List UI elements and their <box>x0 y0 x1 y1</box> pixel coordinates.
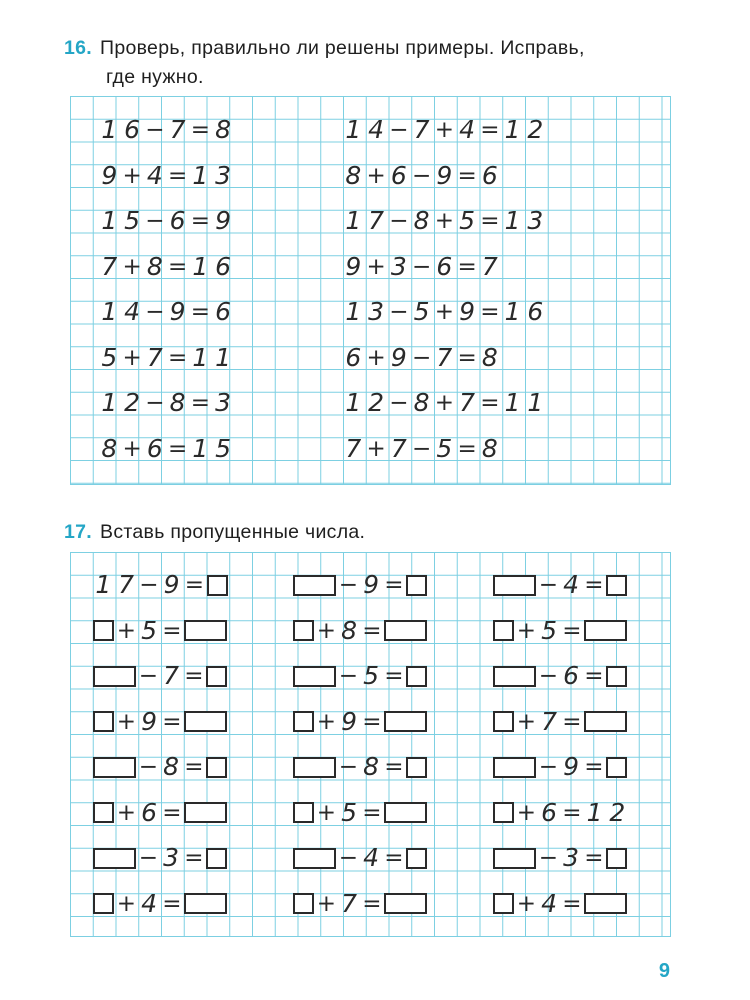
digit-char: 8 <box>481 342 498 372</box>
digit-char: 4 <box>124 297 141 326</box>
task-17-col-2-example-4 <box>292 706 428 738</box>
operator-char: = <box>584 572 604 598</box>
operator-char: = <box>457 344 477 371</box>
digit-char: 4 <box>459 115 476 144</box>
task-17-col-1-example-6 <box>92 797 228 829</box>
operator-char: = <box>457 162 477 189</box>
digit-char: 7 <box>163 661 180 690</box>
digit-char: 6 <box>146 433 163 463</box>
task-17-grid <box>70 552 671 937</box>
operator-char: = <box>562 708 582 735</box>
digit-char: 5 <box>459 206 476 235</box>
answer-box[interactable] <box>584 711 627 732</box>
digit-char: 7 <box>169 115 186 144</box>
task-16-right-example-5 <box>342 296 547 328</box>
task-17-col-2-example-1 <box>292 569 428 601</box>
digit-char: 1 <box>345 388 362 417</box>
answer-box[interactable] <box>584 620 627 641</box>
operator-char: − <box>145 299 165 325</box>
task-16-grid <box>70 96 671 485</box>
digit-char: 2 <box>609 797 626 827</box>
operator-char: = <box>480 117 500 143</box>
operator-char: − <box>538 845 559 871</box>
operator-char: = <box>167 435 188 462</box>
digit-char: 6 <box>124 115 141 144</box>
operator-char: + <box>122 435 142 462</box>
task-17-col-3-example-2 <box>492 615 628 647</box>
digit-char: 8 <box>341 615 358 645</box>
operator-char: − <box>411 435 432 462</box>
operator-char: + <box>434 299 455 325</box>
task-16-left-example-1 <box>98 114 235 146</box>
task-17-col-3-example-1 <box>492 569 628 601</box>
digit-char: 5 <box>141 615 158 645</box>
digit-char: 4 <box>541 888 558 918</box>
digit-char: 2 <box>527 115 544 144</box>
answer-box[interactable] <box>493 893 514 914</box>
digit-char: 5 <box>363 661 380 690</box>
operator-char: − <box>389 117 409 143</box>
digit-char: 9 <box>101 160 118 190</box>
operator-char: = <box>384 754 404 780</box>
task-16-right-example-8 <box>342 433 501 465</box>
digit-char: 6 <box>390 160 407 190</box>
digit-char: 1 <box>192 251 209 281</box>
task-17-col-1-example-8 <box>92 888 228 920</box>
operator-char: = <box>384 663 404 689</box>
digit-char: 9 <box>363 570 380 599</box>
digit-char: 8 <box>101 433 118 463</box>
task-17-col-1-example-4 <box>92 706 228 738</box>
digit-char: 9 <box>345 251 362 281</box>
task-16-line-1: Проверь, правильно ли решены примеры. Исправь, <box>100 37 585 59</box>
digit-char: 7 <box>481 251 498 281</box>
task-17-heading <box>64 518 365 546</box>
answer-box[interactable] <box>93 848 136 869</box>
digit-char: 5 <box>436 433 453 463</box>
task-17-col-2-example-2 <box>292 615 428 647</box>
operator-char: + <box>116 799 137 826</box>
digit-char: 4 <box>363 843 380 872</box>
operator-char: = <box>584 754 604 780</box>
answer-box[interactable] <box>493 757 536 778</box>
answer-box[interactable] <box>493 620 514 641</box>
task-17-col-1-example-2 <box>92 615 228 647</box>
operator-char: − <box>338 572 359 598</box>
operator-char: + <box>366 162 386 189</box>
answer-box[interactable] <box>293 893 314 914</box>
digit-char: 8 <box>163 752 180 781</box>
digit-char: 8 <box>363 752 380 781</box>
digit-char: 6 <box>215 297 232 326</box>
task-17-col-1-example-1 <box>92 569 229 601</box>
answer-box[interactable] <box>406 757 427 778</box>
operator-char: − <box>338 663 359 689</box>
answer-box[interactable] <box>293 802 314 823</box>
operator-char: = <box>384 845 404 871</box>
answer-box[interactable] <box>493 711 514 732</box>
operator-char: = <box>184 572 205 598</box>
operator-char: − <box>389 299 409 325</box>
operator-char: − <box>411 344 432 371</box>
operator-char: − <box>145 208 165 234</box>
operator-char: = <box>190 208 211 234</box>
digit-char: 1 <box>586 797 603 827</box>
digit-char: 1 <box>345 297 362 326</box>
digit-char: 7 <box>118 570 135 599</box>
digit-char: 5 <box>541 615 558 645</box>
answer-box[interactable] <box>93 666 136 687</box>
operator-char: − <box>538 754 559 780</box>
operator-char: = <box>384 572 404 598</box>
digit-char: 8 <box>169 388 186 417</box>
digit-char: 1 <box>215 342 232 372</box>
operator-char: + <box>516 890 537 917</box>
operator-char: = <box>480 299 500 325</box>
digit-char: 1 <box>504 388 521 417</box>
answer-box[interactable] <box>184 802 227 823</box>
answer-box[interactable] <box>493 848 536 869</box>
answer-box[interactable] <box>293 575 336 596</box>
digit-char: 1 <box>504 206 521 235</box>
answer-box[interactable] <box>184 893 227 914</box>
digit-char: 1 <box>504 297 521 326</box>
digit-char: 3 <box>215 388 232 417</box>
digit-char: 7 <box>413 115 430 144</box>
task-17-col-3-example-7 <box>492 842 628 874</box>
operator-char: = <box>184 754 204 780</box>
digit-char: 6 <box>563 661 580 690</box>
digit-char: 8 <box>345 160 362 190</box>
operator-char: = <box>162 708 182 735</box>
task-17-col-1-example-3 <box>92 660 228 692</box>
operator-char: + <box>516 799 537 826</box>
answer-box[interactable] <box>93 757 136 778</box>
operator-char: − <box>538 572 559 598</box>
digit-char: 7 <box>345 433 362 463</box>
answer-box[interactable] <box>93 711 114 732</box>
task-16-right-example-6 <box>342 342 501 374</box>
digit-char: 1 <box>101 115 118 144</box>
operator-char: = <box>480 208 500 234</box>
operator-char: + <box>122 344 142 371</box>
operator-char: = <box>457 253 477 280</box>
task-16-line-2: где нужно. <box>106 66 204 88</box>
digit-char: 9 <box>215 206 232 235</box>
operator-char: = <box>584 663 604 689</box>
operator-char: = <box>167 253 188 280</box>
task-16-left-example-7 <box>98 387 235 419</box>
task-17-col-2-example-6 <box>292 797 428 829</box>
digit-char: 1 <box>101 388 118 417</box>
digit-char: 1 <box>192 433 209 463</box>
digit-char: 1 <box>345 206 362 235</box>
operator-char: = <box>562 617 582 644</box>
answer-box[interactable] <box>493 575 536 596</box>
operator-char: − <box>411 162 432 189</box>
task-16-left-example-5 <box>98 296 235 328</box>
operator-char: + <box>434 117 455 143</box>
digit-char: 1 <box>527 388 544 417</box>
operator-char: + <box>366 344 386 371</box>
answer-box[interactable] <box>293 757 336 778</box>
operator-char: + <box>122 162 142 189</box>
digit-char: 1 <box>192 160 209 190</box>
answer-box[interactable] <box>206 666 227 687</box>
operator-char: − <box>538 663 559 689</box>
operator-char: = <box>457 435 477 462</box>
operator-char: = <box>480 390 500 416</box>
answer-box[interactable] <box>184 711 227 732</box>
operator-char: + <box>366 435 386 462</box>
digit-char: 9 <box>390 342 407 372</box>
digit-char: 3 <box>368 297 385 326</box>
task-17-col-3-example-4 <box>492 706 628 738</box>
digit-char: 6 <box>345 342 362 372</box>
task-16-left-example-2 <box>98 160 235 192</box>
task-17-col-3-example-6 <box>492 797 629 829</box>
digit-char: 6 <box>481 160 498 190</box>
digit-char: 7 <box>368 206 385 235</box>
operator-char: = <box>584 845 604 871</box>
task-17-col-2-example-3 <box>292 660 428 692</box>
digit-char: 9 <box>169 297 186 326</box>
operator-char: + <box>434 208 455 234</box>
operator-char: + <box>116 890 137 917</box>
digit-char: 9 <box>563 752 580 781</box>
answer-box[interactable] <box>606 757 627 778</box>
digit-char: 5 <box>413 297 430 326</box>
task-17-col-3-example-5 <box>492 751 628 783</box>
operator-char: − <box>138 845 159 871</box>
operator-char: − <box>389 390 409 416</box>
digit-char: 6 <box>541 797 558 827</box>
operator-char: = <box>190 299 211 325</box>
digit-char: 4 <box>146 160 163 190</box>
answer-box[interactable] <box>584 893 627 914</box>
answer-box[interactable] <box>206 848 227 869</box>
answer-box[interactable] <box>293 848 336 869</box>
operator-char: − <box>411 253 432 280</box>
answer-box[interactable] <box>384 711 427 732</box>
operator-char: − <box>138 754 159 780</box>
operator-char: = <box>162 799 182 826</box>
digit-char: 3 <box>390 251 407 281</box>
operator-char: = <box>184 663 204 689</box>
task-17-title: Вставь пропущенные числа. <box>100 521 366 543</box>
task-16-left-example-6 <box>98 342 235 374</box>
task-17-col-2-example-5 <box>292 751 428 783</box>
answer-box[interactable] <box>384 802 427 823</box>
operator-char: = <box>362 799 382 826</box>
digit-char: 6 <box>215 251 232 281</box>
answer-box[interactable] <box>606 848 627 869</box>
task-17-col-2-example-8 <box>292 888 428 920</box>
digit-char: 4 <box>563 570 580 599</box>
operator-char: = <box>562 799 582 826</box>
answer-box[interactable] <box>93 620 114 641</box>
task-16-right-example-2 <box>342 160 501 192</box>
operator-char: = <box>190 117 211 143</box>
digit-char: 1 <box>95 570 112 599</box>
operator-char: + <box>116 708 137 735</box>
task-17-col-2-example-7 <box>292 842 428 874</box>
digit-char: 1 <box>504 115 521 144</box>
operator-char: = <box>167 162 188 189</box>
operator-char: = <box>362 890 382 917</box>
operator-char: + <box>366 253 386 280</box>
answer-box[interactable] <box>406 575 427 596</box>
digit-char: 9 <box>163 570 180 599</box>
operator-char: = <box>162 617 182 644</box>
operator-char: + <box>316 708 337 735</box>
digit-char: 1 <box>101 206 118 235</box>
operator-char: + <box>116 617 137 644</box>
answer-box[interactable] <box>384 620 427 641</box>
digit-char: 3 <box>163 843 180 872</box>
digit-char: 5 <box>215 433 232 463</box>
digit-char: 9 <box>436 160 453 190</box>
digit-char: 5 <box>341 797 358 827</box>
task-16-number: 16. <box>64 37 93 59</box>
operator-char: − <box>145 117 165 143</box>
digit-char: 1 <box>101 297 118 326</box>
operator-char: = <box>362 708 382 735</box>
task-16-heading <box>64 34 585 62</box>
digit-char: 4 <box>141 888 158 918</box>
digit-char: 7 <box>541 706 558 736</box>
task-17-col-1-example-5 <box>92 751 228 783</box>
digit-char: 2 <box>124 388 141 417</box>
task-17-col-1-example-7 <box>92 842 228 874</box>
digit-char: 3 <box>563 843 580 872</box>
digit-char: 5 <box>124 206 141 235</box>
task-16-heading-line-2 <box>106 63 204 91</box>
digit-char: 4 <box>368 115 385 144</box>
operator-char: − <box>138 663 159 689</box>
answer-box[interactable] <box>207 575 228 596</box>
digit-char: 8 <box>215 115 232 144</box>
digit-char: 6 <box>141 797 158 827</box>
task-17-number: 17. <box>64 521 93 543</box>
task-17-col-3-example-3 <box>492 660 628 692</box>
operator-char: + <box>316 617 337 644</box>
operator-char: + <box>434 390 455 416</box>
operator-char: + <box>316 799 337 826</box>
task-16-right-example-4 <box>342 251 501 283</box>
answer-box[interactable] <box>606 575 627 596</box>
digit-char: 8 <box>146 251 163 281</box>
operator-char: + <box>516 708 537 735</box>
answer-box[interactable] <box>406 848 427 869</box>
task-16-right-example-7 <box>342 387 547 419</box>
task-16-right-example-3 <box>342 205 547 237</box>
operator-char: + <box>316 890 337 917</box>
digit-char: 7 <box>390 433 407 463</box>
task-16-left-example-8 <box>98 433 235 465</box>
digit-char: 6 <box>527 297 544 326</box>
answer-box[interactable] <box>493 666 536 687</box>
digit-char: 6 <box>436 251 453 281</box>
answer-box[interactable] <box>606 666 627 687</box>
answer-box[interactable] <box>493 802 514 823</box>
digit-char: 1 <box>345 115 362 144</box>
operator-char: = <box>167 344 188 371</box>
digit-char: 9 <box>141 706 158 736</box>
digit-char: 8 <box>413 206 430 235</box>
digit-char: 1 <box>192 342 209 372</box>
answer-box[interactable] <box>293 620 314 641</box>
task-16-left-example-4 <box>98 251 235 283</box>
digit-char: 3 <box>215 160 232 190</box>
digit-char: 2 <box>368 388 385 417</box>
digit-char: 7 <box>146 342 163 372</box>
operator-char: − <box>139 572 159 598</box>
answer-box[interactable] <box>184 620 227 641</box>
digit-char: 7 <box>459 388 476 417</box>
digit-char: 8 <box>481 433 498 463</box>
task-16-right-example-1 <box>342 114 547 146</box>
digit-char: 6 <box>169 206 186 235</box>
digit-char: 7 <box>101 251 118 281</box>
operator-char: − <box>145 390 165 416</box>
operator-char: − <box>338 754 359 780</box>
digit-char: 3 <box>527 206 544 235</box>
operator-char: = <box>162 890 182 917</box>
operator-char: = <box>562 890 582 917</box>
answer-box[interactable] <box>93 893 114 914</box>
operator-char: − <box>338 845 359 871</box>
digit-char: 8 <box>413 388 430 417</box>
answer-box[interactable] <box>93 802 114 823</box>
digit-char: 7 <box>436 342 453 372</box>
operator-char: = <box>362 617 382 644</box>
operator-char: − <box>389 208 409 234</box>
digit-char: 5 <box>101 342 118 372</box>
operator-char: = <box>184 845 204 871</box>
operator-char: = <box>190 390 211 416</box>
answer-box[interactable] <box>206 757 227 778</box>
task-16-left-example-3 <box>98 205 235 237</box>
digit-char: 9 <box>459 297 476 326</box>
digit-char: 9 <box>341 706 358 736</box>
page-number: 9 <box>658 960 670 982</box>
task-17-col-3-example-8 <box>492 888 628 920</box>
operator-char: + <box>516 617 537 644</box>
operator-char: + <box>122 253 142 280</box>
answer-box[interactable] <box>293 666 336 687</box>
answer-box[interactable] <box>406 666 427 687</box>
answer-box[interactable] <box>384 893 427 914</box>
answer-box[interactable] <box>293 711 314 732</box>
digit-char: 7 <box>341 888 358 918</box>
